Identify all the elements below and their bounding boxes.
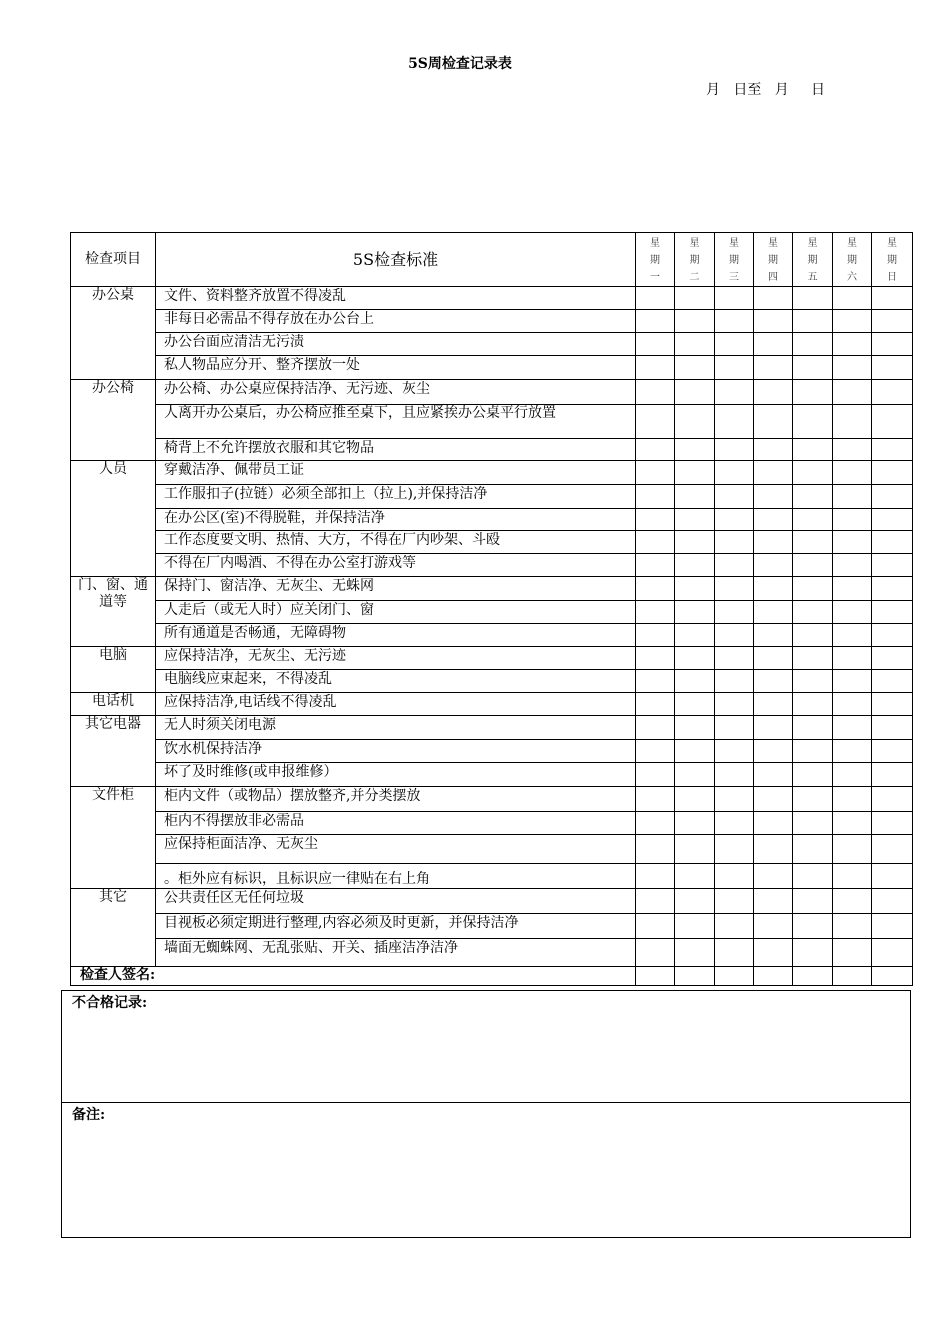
check-cell[interactable] xyxy=(675,485,715,509)
check-cell[interactable] xyxy=(793,577,833,601)
day-header xyxy=(715,233,754,287)
check-cell[interactable] xyxy=(636,287,675,310)
table-row xyxy=(71,356,913,380)
check-cell[interactable] xyxy=(715,740,754,763)
remarks-box[interactable] xyxy=(61,1102,911,1238)
check-cell[interactable] xyxy=(833,624,872,647)
check-cell[interactable] xyxy=(675,787,715,812)
check-cell[interactable] xyxy=(754,509,793,531)
check-cell[interactable] xyxy=(872,485,913,509)
check-cell[interactable] xyxy=(675,864,715,889)
check-cell[interactable] xyxy=(833,439,872,461)
signature-cell[interactable] xyxy=(754,967,793,986)
table-row xyxy=(71,716,913,740)
table-row xyxy=(71,889,913,914)
check-cell[interactable] xyxy=(872,670,913,693)
check-cell[interactable] xyxy=(793,287,833,310)
check-cell[interactable] xyxy=(872,356,913,380)
check-cell[interactable] xyxy=(793,601,833,624)
check-cell[interactable] xyxy=(675,716,715,740)
signature-cell[interactable] xyxy=(675,967,715,986)
day-label: 星 期 三 xyxy=(729,238,739,283)
item-header: 检查项目 xyxy=(71,233,156,287)
check-cell[interactable] xyxy=(636,531,675,554)
check-cell[interactable] xyxy=(675,914,715,939)
check-cell[interactable] xyxy=(675,601,715,624)
check-cell[interactable] xyxy=(872,864,913,889)
signature-cell[interactable] xyxy=(872,967,913,986)
check-cell[interactable] xyxy=(636,333,675,356)
signature-label: 检查人签名: xyxy=(71,967,636,986)
date-range: 月 日至 月 日 xyxy=(706,82,825,98)
day-label: 星 期 一 xyxy=(650,238,660,283)
check-cell[interactable] xyxy=(675,693,715,716)
check-cell[interactable] xyxy=(715,287,754,310)
check-cell[interactable] xyxy=(754,835,793,864)
table-row xyxy=(71,601,913,624)
check-cell[interactable] xyxy=(636,787,675,812)
standard-cell: 人走后（或无人时）应关闭门、窗 xyxy=(156,601,636,624)
table-row xyxy=(71,763,913,787)
check-cell[interactable] xyxy=(715,670,754,693)
check-cell[interactable] xyxy=(754,356,793,380)
check-cell[interactable] xyxy=(754,405,793,439)
check-cell[interactable] xyxy=(675,554,715,577)
check-cell[interactable] xyxy=(833,716,872,740)
check-cell[interactable] xyxy=(754,889,793,914)
standard-cell: 非每日必需品不得存放在办公台上 xyxy=(156,310,636,333)
table-row xyxy=(71,740,913,763)
day-header xyxy=(754,233,793,287)
check-cell[interactable] xyxy=(636,509,675,531)
check-cell[interactable] xyxy=(793,693,833,716)
check-cell[interactable] xyxy=(636,693,675,716)
check-cell[interactable] xyxy=(833,405,872,439)
check-cell[interactable] xyxy=(715,693,754,716)
check-cell[interactable] xyxy=(872,787,913,812)
check-cell[interactable] xyxy=(715,380,754,405)
check-cell[interactable] xyxy=(872,509,913,531)
category-cell: 电话机 xyxy=(71,693,156,716)
check-cell[interactable] xyxy=(636,835,675,864)
check-cell[interactable] xyxy=(675,287,715,310)
check-cell[interactable] xyxy=(793,889,833,914)
table-row xyxy=(71,693,913,716)
check-cell[interactable] xyxy=(715,461,754,485)
standard-cell: 应保持洁净，无灰尘、无污迹 xyxy=(156,647,636,670)
check-cell[interactable] xyxy=(833,333,872,356)
check-cell[interactable] xyxy=(675,835,715,864)
check-cell[interactable] xyxy=(793,439,833,461)
check-cell[interactable] xyxy=(754,716,793,740)
table-row xyxy=(71,439,913,461)
standard-cell: 。柜外应有标识，且标识应一律贴在右上角 xyxy=(156,864,636,889)
check-cell[interactable] xyxy=(833,864,872,889)
check-cell[interactable] xyxy=(754,333,793,356)
check-cell[interactable] xyxy=(872,740,913,763)
check-cell[interactable] xyxy=(872,939,913,967)
check-cell[interactable] xyxy=(754,287,793,310)
check-cell[interactable] xyxy=(754,439,793,461)
check-cell[interactable] xyxy=(636,601,675,624)
check-cell[interactable] xyxy=(754,624,793,647)
check-cell[interactable] xyxy=(715,531,754,554)
category-cell: 人员 xyxy=(71,461,156,577)
check-cell[interactable] xyxy=(833,763,872,787)
check-cell[interactable] xyxy=(636,889,675,914)
check-cell[interactable] xyxy=(754,601,793,624)
table-row xyxy=(71,787,913,812)
signature-cell[interactable] xyxy=(636,967,675,986)
inspection-table xyxy=(70,232,913,986)
standard-cell: 电脑线应束起来，不得凌乱 xyxy=(156,670,636,693)
check-cell[interactable] xyxy=(872,835,913,864)
check-cell[interactable] xyxy=(833,577,872,601)
table-row xyxy=(71,310,913,333)
check-cell[interactable] xyxy=(715,509,754,531)
table-row xyxy=(71,835,913,864)
table-row xyxy=(71,461,913,485)
nonconformance-label: 不合格记录: xyxy=(72,995,148,1011)
check-cell[interactable] xyxy=(636,577,675,601)
check-cell[interactable] xyxy=(675,889,715,914)
check-cell[interactable] xyxy=(793,461,833,485)
check-cell[interactable] xyxy=(793,554,833,577)
check-cell[interactable] xyxy=(793,740,833,763)
check-cell[interactable] xyxy=(675,439,715,461)
check-cell[interactable] xyxy=(793,812,833,835)
check-cell[interactable] xyxy=(833,531,872,554)
check-cell[interactable] xyxy=(754,577,793,601)
table-row xyxy=(71,577,913,601)
check-cell[interactable] xyxy=(833,670,872,693)
check-cell[interactable] xyxy=(636,461,675,485)
check-cell[interactable] xyxy=(754,380,793,405)
check-cell[interactable] xyxy=(793,763,833,787)
day-label: 星 期 日 xyxy=(887,238,897,283)
check-cell[interactable] xyxy=(872,577,913,601)
standard-cell: 墙面无蜘蛛网、无乱张贴、开关、插座洁净洁净 xyxy=(156,939,636,967)
day-label: 星 期 五 xyxy=(807,238,818,283)
category-cell: 文件柜 xyxy=(71,787,156,889)
check-cell[interactable] xyxy=(715,763,754,787)
check-cell[interactable] xyxy=(636,812,675,835)
header-row xyxy=(71,233,913,287)
table-row xyxy=(71,287,913,310)
check-cell[interactable] xyxy=(715,864,754,889)
check-cell[interactable] xyxy=(872,333,913,356)
check-cell[interactable] xyxy=(675,356,715,380)
check-cell[interactable] xyxy=(754,914,793,939)
table-row xyxy=(71,939,913,967)
check-cell[interactable] xyxy=(833,914,872,939)
check-cell[interactable] xyxy=(833,647,872,670)
check-cell[interactable] xyxy=(833,812,872,835)
check-cell[interactable] xyxy=(872,601,913,624)
check-cell[interactable] xyxy=(833,693,872,716)
day-header xyxy=(636,233,675,287)
check-cell[interactable] xyxy=(833,356,872,380)
check-cell[interactable] xyxy=(754,485,793,509)
check-cell[interactable] xyxy=(793,647,833,670)
check-cell[interactable] xyxy=(872,554,913,577)
check-cell[interactable] xyxy=(675,939,715,967)
standard-cell: 柜内文件（或物品）摆放整齐,并分类摆放 xyxy=(156,787,636,812)
day-label: 星 期 二 xyxy=(689,238,700,283)
check-cell[interactable] xyxy=(675,380,715,405)
standard-cell: 保持门、窗洁净、无灰尘、无蛛网 xyxy=(156,577,636,601)
signature-cell[interactable] xyxy=(793,967,833,986)
category-cell: 其它 xyxy=(71,889,156,967)
check-cell[interactable] xyxy=(833,509,872,531)
check-cell[interactable] xyxy=(675,624,715,647)
check-cell[interactable] xyxy=(675,405,715,439)
check-cell[interactable] xyxy=(636,554,675,577)
standard-cell: 工作态度要文明、热情、大方，不得在厂内吵架、斗殴 xyxy=(156,531,636,554)
check-cell[interactable] xyxy=(636,439,675,461)
check-cell[interactable] xyxy=(675,670,715,693)
day-header xyxy=(675,233,715,287)
check-cell[interactable] xyxy=(675,763,715,787)
check-cell[interactable] xyxy=(793,405,833,439)
standard-cell: 私人物品应分开、整齐摆放一处 xyxy=(156,356,636,380)
standard-cell: 椅背上不允许摆放衣服和其它物品 xyxy=(156,439,636,461)
check-cell[interactable] xyxy=(754,787,793,812)
check-cell[interactable] xyxy=(715,333,754,356)
check-cell[interactable] xyxy=(833,554,872,577)
nonconformance-box[interactable] xyxy=(61,990,911,1103)
check-cell[interactable] xyxy=(636,740,675,763)
check-cell[interactable] xyxy=(754,812,793,835)
category-cell: 门、窗、通道等 xyxy=(71,577,156,647)
standard-cell: 柜内不得摆放非必需品 xyxy=(156,812,636,835)
check-cell[interactable] xyxy=(833,380,872,405)
standard-cell: 不得在厂内喝酒、不得在办公室打游戏等 xyxy=(156,554,636,577)
check-cell[interactable] xyxy=(793,531,833,554)
standard-cell: 文件、资料整齐放置不得凌乱 xyxy=(156,287,636,310)
check-cell[interactable] xyxy=(793,914,833,939)
check-cell[interactable] xyxy=(754,693,793,716)
check-cell[interactable] xyxy=(754,939,793,967)
standard-cell: 坏了及时维修(或申报维修） xyxy=(156,763,636,787)
document-title: 5S周检查记录表 xyxy=(408,56,512,72)
check-cell[interactable] xyxy=(636,380,675,405)
table-row xyxy=(71,864,913,889)
check-cell[interactable] xyxy=(833,740,872,763)
check-cell[interactable] xyxy=(715,716,754,740)
check-cell[interactable] xyxy=(872,624,913,647)
check-cell[interactable] xyxy=(872,889,913,914)
check-cell[interactable] xyxy=(793,787,833,812)
check-cell[interactable] xyxy=(793,310,833,333)
check-cell[interactable] xyxy=(833,485,872,509)
check-cell[interactable] xyxy=(872,812,913,835)
check-cell[interactable] xyxy=(715,577,754,601)
check-cell[interactable] xyxy=(715,485,754,509)
signature-cell[interactable] xyxy=(715,967,754,986)
day-label: 星 期 六 xyxy=(847,238,857,283)
check-cell[interactable] xyxy=(675,647,715,670)
check-cell[interactable] xyxy=(675,461,715,485)
check-cell[interactable] xyxy=(793,333,833,356)
check-cell[interactable] xyxy=(754,740,793,763)
check-cell[interactable] xyxy=(636,670,675,693)
check-cell[interactable] xyxy=(872,647,913,670)
signature-row xyxy=(71,967,913,986)
check-cell[interactable] xyxy=(636,624,675,647)
check-cell[interactable] xyxy=(675,577,715,601)
check-cell[interactable] xyxy=(715,439,754,461)
table-row xyxy=(71,485,913,509)
check-cell[interactable] xyxy=(636,647,675,670)
check-cell[interactable] xyxy=(675,333,715,356)
category-cell: 办公桌 xyxy=(71,287,156,380)
check-cell[interactable] xyxy=(715,914,754,939)
table-row xyxy=(71,554,913,577)
standard-cell: 人离开办公桌后，办公椅应推至桌下，且应紧挨办公桌平行放置 xyxy=(156,405,636,439)
check-cell[interactable] xyxy=(793,380,833,405)
check-cell[interactable] xyxy=(833,310,872,333)
check-cell[interactable] xyxy=(872,914,913,939)
check-cell[interactable] xyxy=(675,812,715,835)
check-cell[interactable] xyxy=(636,763,675,787)
check-cell[interactable] xyxy=(872,405,913,439)
check-cell[interactable] xyxy=(833,939,872,967)
check-cell[interactable] xyxy=(636,864,675,889)
check-cell[interactable] xyxy=(872,380,913,405)
check-cell[interactable] xyxy=(715,310,754,333)
standard-cell: 公共责任区无任何垃圾 xyxy=(156,889,636,914)
check-cell[interactable] xyxy=(754,763,793,787)
standard-cell: 无人时须关闭电源 xyxy=(156,716,636,740)
check-cell[interactable] xyxy=(636,716,675,740)
check-cell[interactable] xyxy=(793,716,833,740)
table-row xyxy=(71,405,913,439)
check-cell[interactable] xyxy=(715,647,754,670)
check-cell[interactable] xyxy=(754,670,793,693)
check-cell[interactable] xyxy=(833,787,872,812)
check-cell[interactable] xyxy=(715,356,754,380)
standard-cell: 办公椅、办公桌应保持洁净、无污迹、灰尘 xyxy=(156,380,636,405)
table-row xyxy=(71,812,913,835)
check-cell[interactable] xyxy=(715,787,754,812)
standard-cell: 工作服扣子(拉链）必须全部扣上（拉上),并保持洁净 xyxy=(156,485,636,509)
standard-cell: 饮水机保持洁净 xyxy=(156,740,636,763)
check-cell[interactable] xyxy=(793,939,833,967)
category-cell: 电脑 xyxy=(71,647,156,693)
check-cell[interactable] xyxy=(872,439,913,461)
standard-cell: 在办公区(室)不得脱鞋，并保持洁净 xyxy=(156,509,636,531)
day-header xyxy=(833,233,872,287)
check-cell[interactable] xyxy=(872,461,913,485)
check-cell[interactable] xyxy=(754,554,793,577)
check-cell[interactable] xyxy=(636,405,675,439)
standard-cell: 应保持洁净,电话线不得凌乱 xyxy=(156,693,636,716)
check-cell[interactable] xyxy=(833,835,872,864)
check-cell[interactable] xyxy=(872,693,913,716)
check-cell[interactable] xyxy=(715,889,754,914)
table-row xyxy=(71,380,913,405)
check-cell[interactable] xyxy=(675,531,715,554)
check-cell[interactable] xyxy=(872,716,913,740)
check-cell[interactable] xyxy=(636,356,675,380)
remarks-label: 备注: xyxy=(72,1107,106,1123)
check-cell[interactable] xyxy=(754,461,793,485)
check-cell[interactable] xyxy=(793,509,833,531)
category-cell: 其它电器 xyxy=(71,716,156,787)
check-cell[interactable] xyxy=(715,601,754,624)
check-cell[interactable] xyxy=(872,310,913,333)
check-cell[interactable] xyxy=(715,554,754,577)
table-row xyxy=(71,333,913,356)
check-cell[interactable] xyxy=(715,835,754,864)
table-row xyxy=(71,914,913,939)
check-cell[interactable] xyxy=(872,763,913,787)
check-cell[interactable] xyxy=(754,647,793,670)
check-cell[interactable] xyxy=(636,939,675,967)
check-cell[interactable] xyxy=(715,812,754,835)
check-cell[interactable] xyxy=(872,287,913,310)
check-cell[interactable] xyxy=(833,287,872,310)
check-cell[interactable] xyxy=(793,864,833,889)
category-cell: 办公椅 xyxy=(71,380,156,461)
check-cell[interactable] xyxy=(793,670,833,693)
day-header xyxy=(793,233,833,287)
table-row xyxy=(71,647,913,670)
signature-cell[interactable] xyxy=(833,967,872,986)
table-row xyxy=(71,670,913,693)
check-cell[interactable] xyxy=(715,405,754,439)
check-cell[interactable] xyxy=(675,310,715,333)
check-cell[interactable] xyxy=(636,914,675,939)
check-cell[interactable] xyxy=(675,509,715,531)
check-cell[interactable] xyxy=(715,624,754,647)
table-row xyxy=(71,531,913,554)
standard-cell: 目视板必须定期进行整理,内容必须及时更新，并保持洁净 xyxy=(156,914,636,939)
table-row xyxy=(71,509,913,531)
standard-cell: 所有通道是否畅通，无障碍物 xyxy=(156,624,636,647)
day-label: 星 期 四 xyxy=(768,238,778,283)
standard-cell: 办公台面应清洁无污渍 xyxy=(156,333,636,356)
check-cell[interactable] xyxy=(793,356,833,380)
check-cell[interactable] xyxy=(636,310,675,333)
check-cell[interactable] xyxy=(833,889,872,914)
check-cell[interactable] xyxy=(833,461,872,485)
check-cell[interactable] xyxy=(675,740,715,763)
check-cell[interactable] xyxy=(793,485,833,509)
check-cell[interactable] xyxy=(793,835,833,864)
standard-header: 5S检查标准 xyxy=(156,233,636,287)
table-row xyxy=(71,624,913,647)
check-cell[interactable] xyxy=(793,624,833,647)
check-cell[interactable] xyxy=(872,531,913,554)
day-header xyxy=(872,233,913,287)
check-cell[interactable] xyxy=(636,485,675,509)
standard-cell: 穿戴洁净、佩带员工证 xyxy=(156,461,636,485)
check-cell[interactable] xyxy=(754,531,793,554)
check-cell[interactable] xyxy=(754,310,793,333)
check-cell[interactable] xyxy=(715,939,754,967)
check-cell[interactable] xyxy=(833,601,872,624)
check-cell[interactable] xyxy=(754,864,793,889)
standard-cell: 应保持柜面洁净、无灰尘 xyxy=(156,835,636,864)
